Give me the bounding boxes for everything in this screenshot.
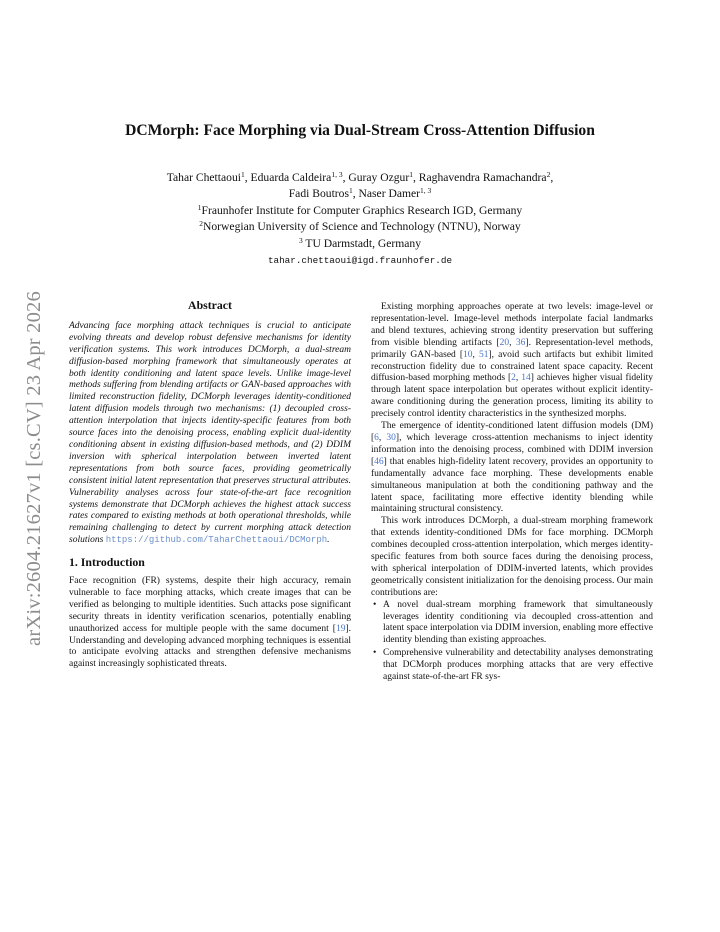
author-name: , Raghavendra Ramachandra xyxy=(412,171,547,184)
author-line-2 xyxy=(100,186,620,202)
citation-link[interactable]: 51 xyxy=(479,349,489,360)
arxiv-stamp-text: arXiv:2604.21627v1 [cs.CV] 23 Apr 2026 xyxy=(22,290,45,646)
citation-link[interactable]: 2 xyxy=(511,373,516,384)
intro-text: ]. Understanding and developing advanced morphing techniques is essential to anticipate evolving attacks and strengthen defensive mechanisms against increasingly sophisticated threats. xyxy=(69,623,351,670)
citation-link[interactable]: 6 xyxy=(374,432,379,443)
author-block xyxy=(100,170,620,269)
abstract-body: Advancing face morphing attack techniques is crucial to anticipate evolving threats and develop robust defensive mechanisms for identity verification systems. This work introduces DCMorph, a dual-stream diffusion-based morphing framework that simultaneously operates at both identity conditioning and latent space levels. Unlike image-level methods suffering from blending artifacts or GAN-based approaches with limited reconstruction fidelity, DCMorph leverages identity-conditioned latent diffusion models through two mechanisms: (1) decoupled cross-attention interpolation that injects identity-specific features from both source faces into the denoising process, enabling explicit dual-identity conditioning absent in existing diffusion-based methods, and (2) DDIM inversion with spherical interpolation between inverted latent representations from both source faces, providing geometrically consistent initial latent representation that preserves structural attributes. Vulnerability analyses across four state-of-the-art face recognition systems demonstrate that DCMorph achieves the highest attack success rates compared to existing methods at both operational thresholds, while remaining challenging to detect by current morphing attack detection solutions xyxy=(69,320,351,546)
section-heading-introduction: 1. Introduction xyxy=(69,555,145,570)
github-link[interactable]: https://github.com/TaharChettaoui/DCMorph xyxy=(105,535,328,546)
body-text: The emergence of identity-conditioned latent diffusion models (DM) [ xyxy=(371,421,653,443)
body-text: ], which leverage cross-attention mechanisms to inject identity information into the denoising process, combined with DDIM inversion [ xyxy=(371,432,653,467)
author-name: , Eduarda Caldeira xyxy=(244,171,332,184)
intro-text: Face recognition (FR) systems, despite their high accuracy, remain vulnerable to face morphing attacks, which create images that can be verified as belonging to multiple identities. Such attacks pose significant security threats in identity verification scenarios, potentially enabling unauthorized access for multiple people with the same document [ xyxy=(69,576,351,634)
intro-paragraph-1 xyxy=(69,576,351,671)
citation-link[interactable]: 46 xyxy=(374,456,384,467)
author-name: Fadi Boutros xyxy=(288,187,349,201)
affiliation-2 xyxy=(100,219,620,235)
author-name: , Naser Damer xyxy=(352,187,420,201)
author-name: , Guray Ozgur xyxy=(342,171,410,184)
abstract-heading: Abstract xyxy=(188,298,232,312)
contribution-item: • A novel dual-stream morphing framework that simultaneously leverages identity conditioning via decoupled cross-attention and latent space interpolation via DDIM inversion, enabling more effective identity blending than existing approaches. xyxy=(383,600,653,648)
contribution-item: • Comprehensive vulnerability and detectability analyses demonstrating that DCMorph produces morphing attacks that are very effective against state-of-the-art FR sys- xyxy=(383,648,653,684)
right-column xyxy=(371,302,653,685)
contributions-list xyxy=(371,600,653,684)
body-text: ], avoid such artifacts but exhibit limited reconstruction fidelity due to constrained latent space capacity. Recent diffusion-based morphing methods [ xyxy=(371,349,654,384)
author-name: Tahar Chettaoui xyxy=(166,171,241,184)
author-affil-mark: 1 xyxy=(348,186,353,196)
affil-mark: 2 xyxy=(199,219,204,229)
author-affil-mark: 1, 3 xyxy=(420,186,432,196)
author-line-1 xyxy=(100,170,620,186)
body-text: ] achieves higher visual fidelity through latent space interpolation but operates without explicit identity-aware conditioning during the generation process, limiting its ability to precisely control identity characteristics in the synthesized morphs. xyxy=(371,373,653,420)
author-email[interactable]: tahar.chettaoui@igd.fraunhofer.de xyxy=(267,255,453,267)
citation-link[interactable]: 10 xyxy=(463,349,473,360)
affiliation-3 xyxy=(100,236,620,252)
author-separator: , xyxy=(550,171,554,184)
arxiv-stamp xyxy=(14,258,54,678)
citation-link[interactable]: 19 xyxy=(335,623,346,634)
author-affil-mark: 1 xyxy=(409,170,413,179)
right-paragraph-1: Existing morphing approaches operate at two levels: image-level or representation-level. Image-level methods interpolate facial landmarks and blend textures, achieving strong identity preservation but suffering from visible blending artifacts [20, 36]. Representation-level methods, primarily GAN-based [10, 51], avoid such artifacts but exhibit limited reconstruction fidelity due to constrained latent space capacity. Recent diffusion-based morphing methods [2, 14] achieves higher visual fidelity through latent space interpolation but operates without explicit identity-aware conditioning during the generation process, limiting its ability to precisely control identity characteristics in the synthesized morphs. xyxy=(371,302,654,420)
left-column xyxy=(69,300,351,671)
affil-mark: 3 xyxy=(298,235,303,245)
author-affil-mark: 2 xyxy=(546,170,551,179)
affil-text: Fraunhofer Institute for Computer Graphics Research IGD, Germany xyxy=(201,203,523,217)
body-text: Existing morphing approaches operate at two levels: image-level or representation-level. Image-level methods interpolate facial landmarks and blend textures, achieving strong identity preservation but suffering from visible blending artifacts [ xyxy=(371,302,653,348)
affil-text: TU Darmstadt, Germany xyxy=(302,236,422,250)
body-text: ] that enables high-fidelity latent recovery, provides an opportunity to fundamentally advance face morphing. These developments enable simultaneous manipulation at both the conditioning pathway and the latent space, facilitating more effective identity blending while maintaining structural consistency. xyxy=(371,456,653,515)
abstract-tail: . xyxy=(327,535,330,546)
affil-mark: 1 xyxy=(197,202,202,212)
citation-link[interactable]: 20 xyxy=(499,337,510,348)
author-affil-mark: 1, 3 xyxy=(331,170,343,179)
citation-link[interactable]: 14 xyxy=(521,373,531,384)
paper-title: DCMorph: Face Morphing via Dual-Stream Cross-Attention Diffusion xyxy=(125,122,595,139)
affiliation-1 xyxy=(100,203,620,219)
citation-link[interactable]: 30 xyxy=(386,432,396,443)
abstract-text xyxy=(69,321,351,547)
citation-link[interactable]: 36 xyxy=(515,337,526,348)
body-text: ]. Representation-level methods, primarily GAN-based [ xyxy=(371,337,654,360)
author-affil-mark: 1 xyxy=(240,170,245,179)
affil-text: Norwegian University of Science and Technology (NTNU), Norway xyxy=(203,220,521,234)
right-paragraph-2: The emergence of identity-conditioned latent diffusion models (DM) [6, 30], which leverage cross-attention mechanisms to inject identity information into the denoising process, combined with DDIM inversion [46] that enables high-fidelity latent recovery, provides an opportunity to fundamentally advance face morphing. These developments enable simultaneous manipulation at both the conditioning pathway and the latent space, facilitating more effective identity blending while maintaining structural consistency. xyxy=(371,421,653,515)
right-paragraph-3: This work introduces DCMorph, a dual-stream morphing framework that extends identity-conditioned DMs for face morphing. DCMorph combines decoupled cross-attention interpolation, which merges identity-specific features from both source faces during the denoising process, with spherical interpolation of DDIM-inverted latents, which provides geometrically consistent initialization for the denoising process. Our main contributions are: xyxy=(371,516,653,598)
